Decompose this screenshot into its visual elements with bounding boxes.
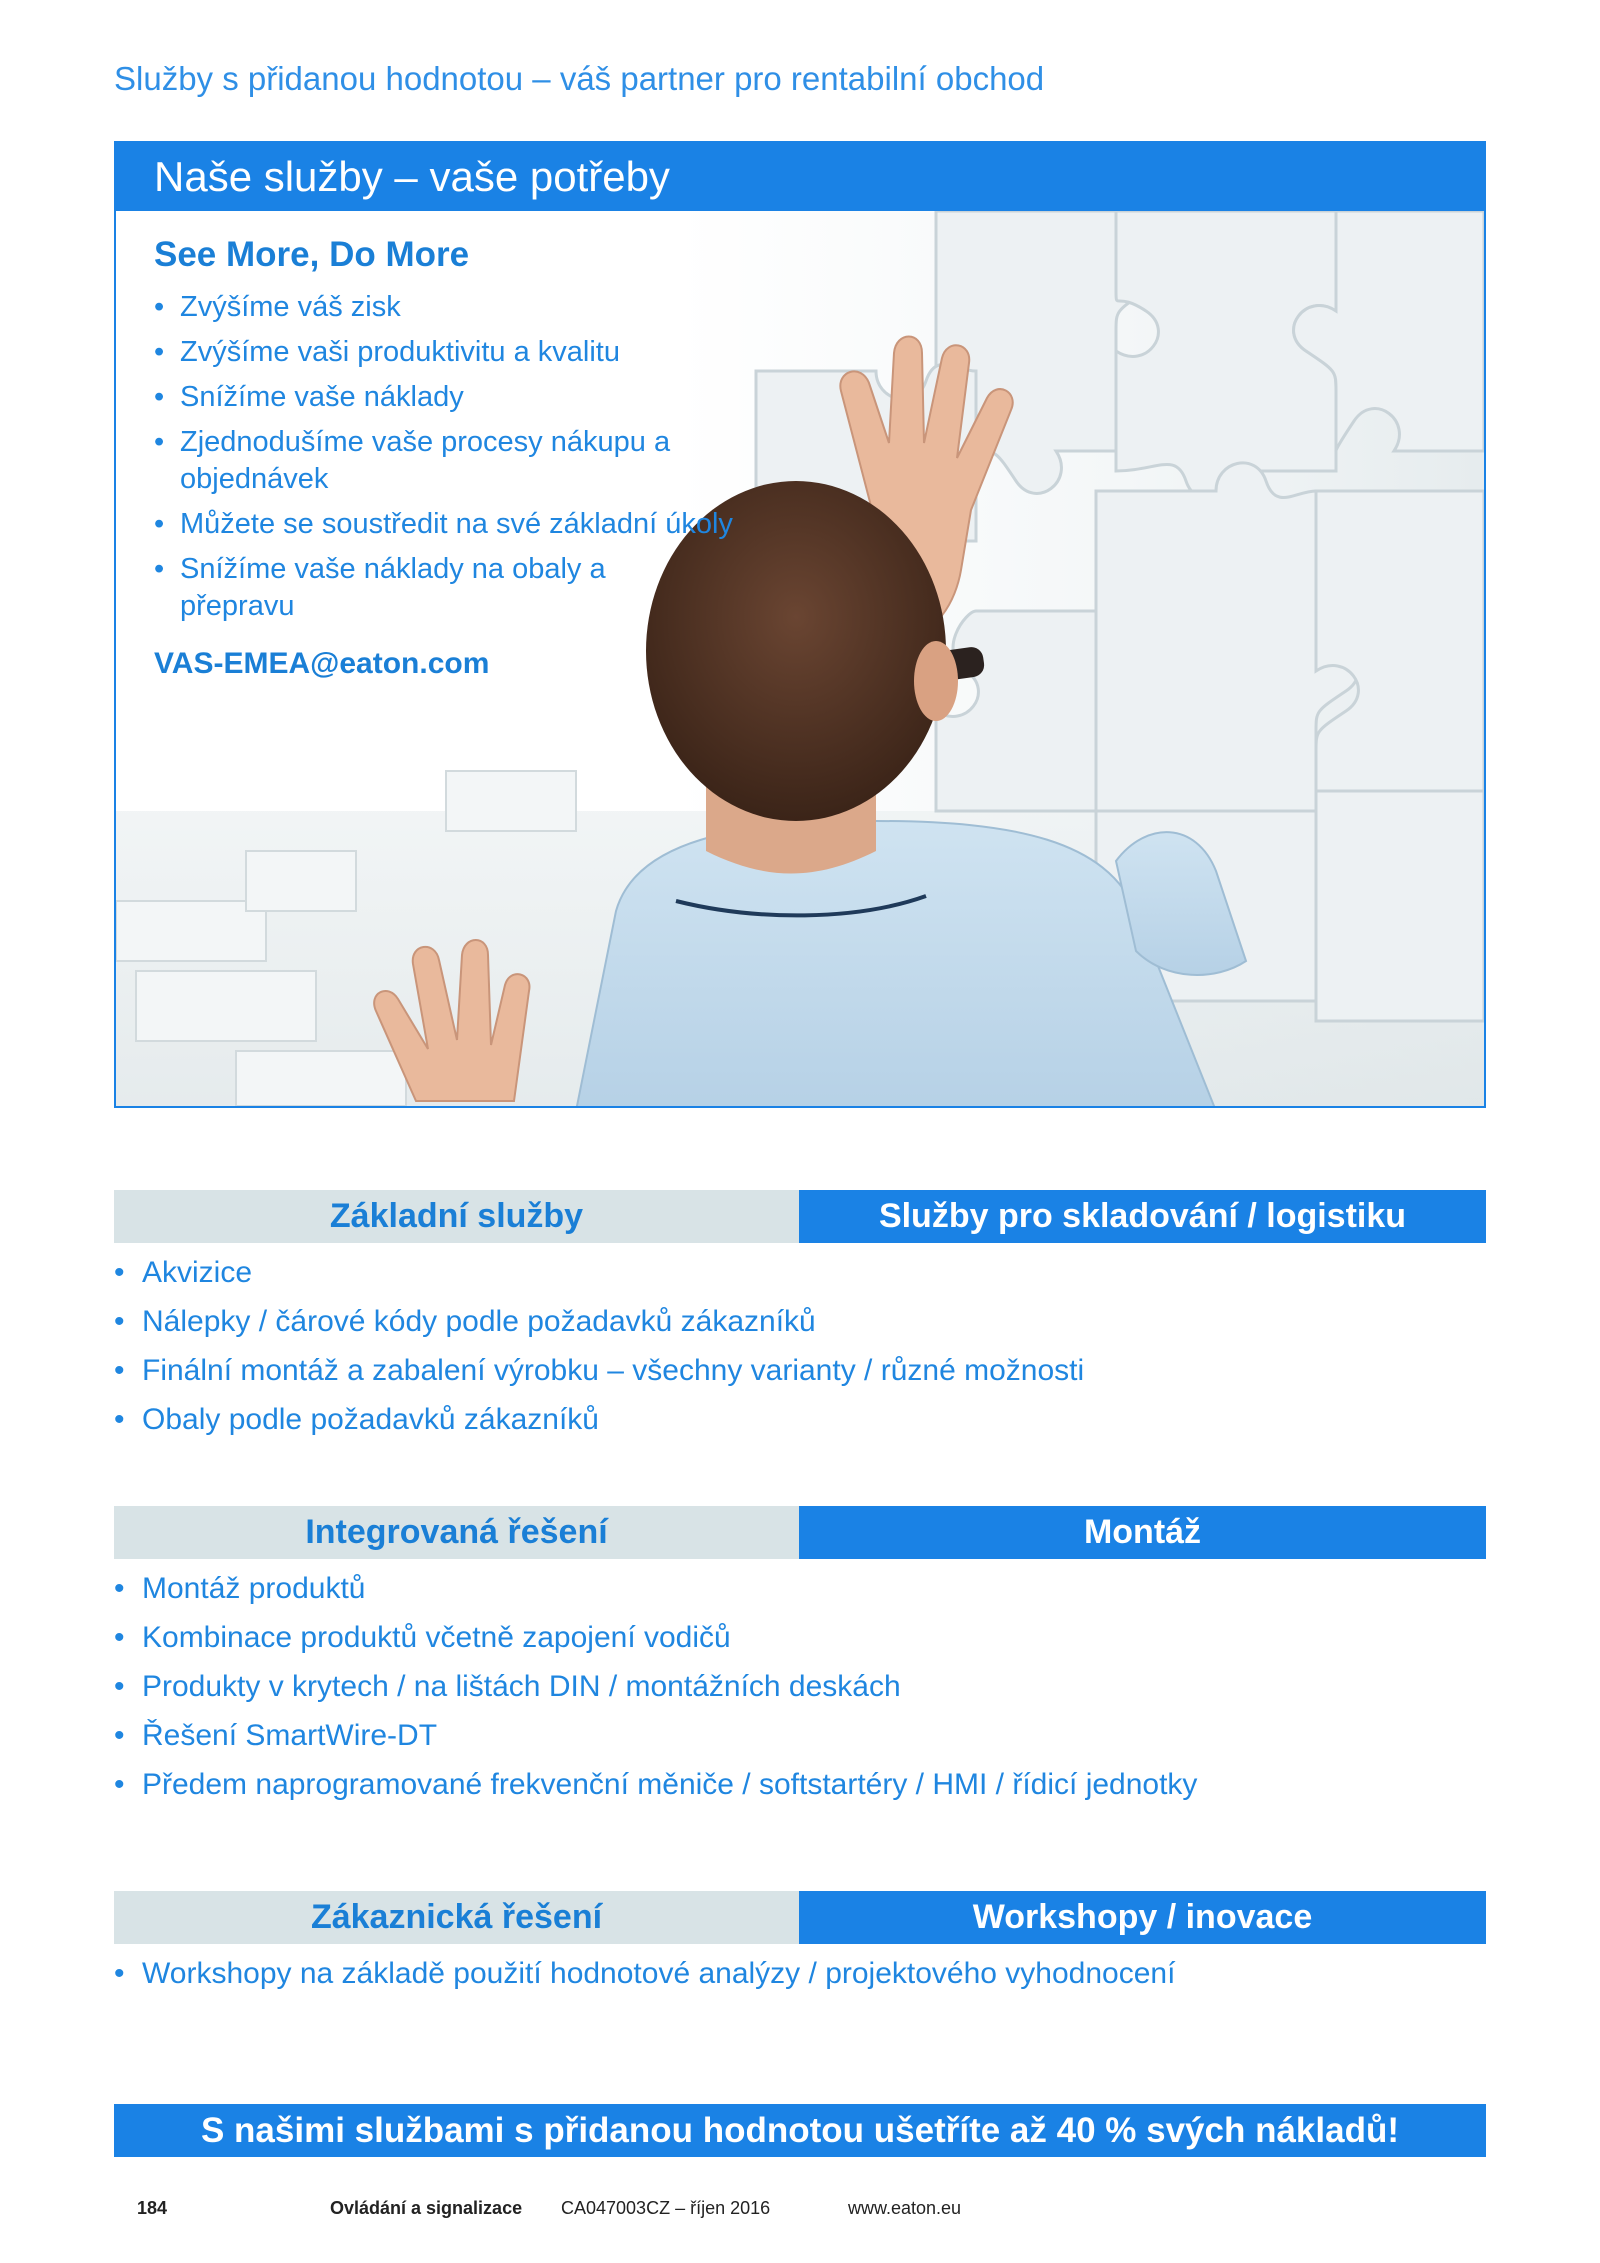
hero-box [114,141,1486,1108]
section-header [114,1190,1486,1243]
list-item: • Kombinace produktů včetně zapojení vodičů [114,1620,1486,1656]
section-items [114,1956,1486,1992]
footer-website-link[interactable]: www.eaton.eu [848,2198,962,2218]
list-item: • Předem naprogramované frekvenční měniče / softstartéry / HMI / řídicí jednotky [114,1767,1486,1803]
list-item: • Snížíme vaše náklady [154,379,914,416]
contact-email-link[interactable]: VAS-EMEA@eaton.com [154,647,490,680]
list-item: • Obaly podle požadavků zákazníků [114,1402,1486,1438]
section-header [114,1506,1486,1559]
list-item: • Snížíme vaše náklady na obaly a přepravu [154,551,640,625]
section-label-left: Zákaznická řešení [114,1891,799,1944]
section-items [114,1571,1486,1803]
list-item: • Zvýšíme váš zisk [154,289,914,326]
section-label-right: Workshopy / inovace [799,1891,1486,1944]
page-title: Služby s přidanou hodnotou – váš partner pro rentabilní obchod [114,60,1045,97]
section-customer-solutions [114,1891,1486,2005]
page-footer [0,2198,1600,2228]
section-basic-services [114,1190,1486,1451]
footer-catalog: CA047003CZ – říjen 2016 [561,2198,771,2218]
list-item: • Finální montáž a zabalení výrobku – všechny varianty / různé možnosti [114,1353,1486,1389]
hero-subtitle: See More, Do More [154,235,470,274]
section-header [114,1891,1486,1944]
section-integrated-solutions [114,1506,1486,1816]
section-label-right: Služby pro skladování / logistiku [799,1190,1486,1243]
hero-text-block [154,235,914,681]
footer-section: Ovládání a signalizace [330,2198,523,2218]
list-item: • Řešení SmartWire-DT [114,1718,1486,1754]
list-item: • Zjednodušíme vaše procesy nákupu a objednávek [154,424,740,498]
section-label-right: Montáž [799,1506,1486,1559]
section-label-left: Základní služby [114,1190,799,1243]
list-item: • Zvýšíme vaši produktivitu a kvalitu [154,334,914,371]
list-item: • Nálepky / čárové kódy podle požadavků zákazníků [114,1304,1486,1340]
list-item: • Workshopy na základě použití hodnotové analýzy / projektového vyhodnocení [114,1956,1486,1992]
list-item: • Montáž produktů [114,1571,1486,1607]
hero-title: Naše služby – vaše potřeby [116,143,1484,211]
page-number: 184 [137,2198,168,2218]
list-item: • Akvizice [114,1255,1486,1291]
savings-banner: S našimi službami s přidanou hodnotou ušetříte až 40 % svých nákladů! [114,2104,1486,2157]
list-item: • Můžete se soustředit na své základní úkoly [154,506,914,543]
hero-benefits-list [154,289,914,625]
list-item: • Produkty v krytech / na lištách DIN / montážních deskách [114,1669,1486,1705]
section-items [114,1255,1486,1438]
section-label-left: Integrovaná řešení [114,1506,799,1559]
